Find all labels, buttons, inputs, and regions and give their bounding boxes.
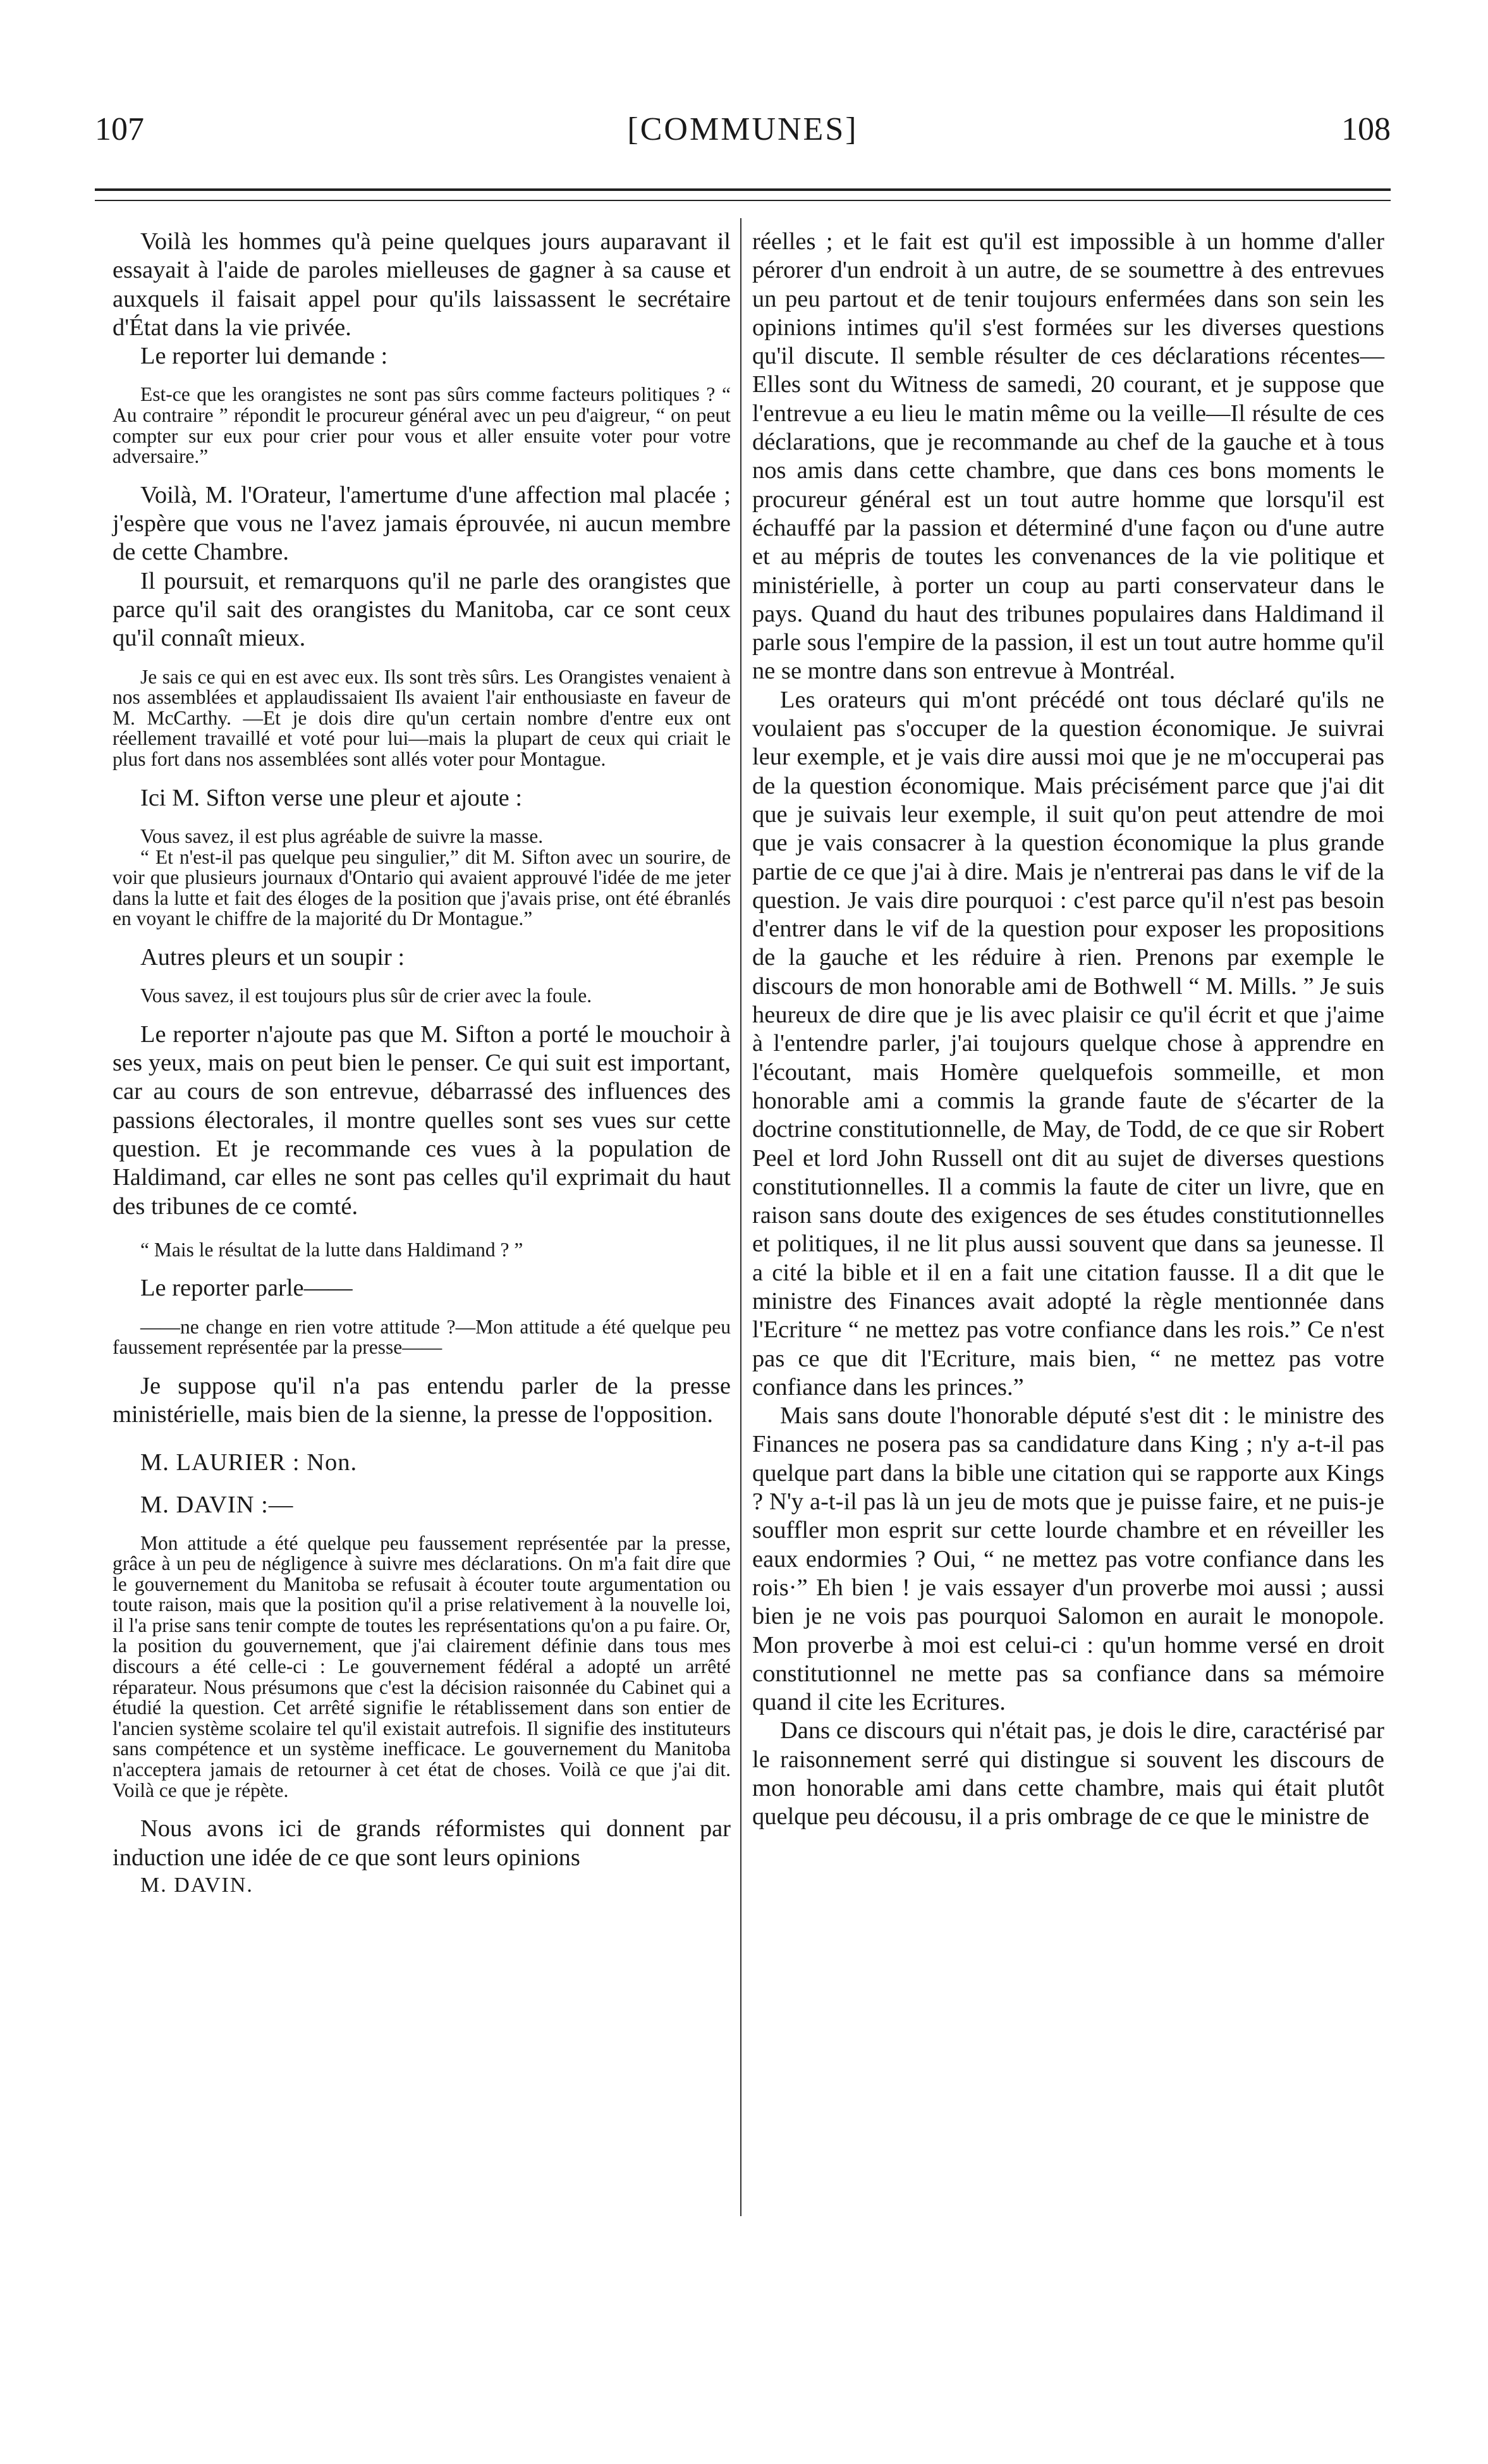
- paragraph: Les orateurs qui m'ont précédé ont tous déclaré qu'ils ne voulaient pas s'occuper de la question économique. Je suivrai leur exemple, et je vais dire aussi moi que je ne m'occuperai pas de la question économique. Mais précisément parce que j'ai dit que je suivais leur exemple, il suit qu'on peut attendre de moi que je vais consacrer à la question économique la plus grande partie de ce que j'ai à dire. Mais je n'entrerai pas dans le vif de la question. Je vais dire pourquoi : c'est parce qu'il n'est pas besoin d'entrer dans le vif de la question pour exposer les propositions de la gauche et les réduire à rien. Prenons par exemple le discours de mon honorable ami de Bothwell “ M. Mills. ” Je suis heureux de dire que je lis avec plaisir ce qu'il écrit et que j'aime à l'entendre parler, j'ai toujours quelque chose à apprendre en l'écoutant, mais Homère quelquefois sommeille, et mon honorable ami a commis la grande faute de s'écarter de la doctrine constitutionnelle, de May, de Todd, de ce que sir Robert Peel et lord John Russell ont dit au sujet de diverses questions constitutionnelles. Il a commis la faute de citer un livre, que en raison sans doute des exigences de ses études constitutionnelles et politiques, il ne lit plus aussi souvent que dans sa jeunesse. Il a cité la bible et il en a fait une citation fausse. Il a dit que le ministre des Finances avait adopté la règle mentionnée dans l'Ecriture “ ne mettez pas votre confiance dans les rois.” Ce n'est pas ce que dit l'Ecriture, mais bien, “ ne mettez pas votre confiance dans les princes.”: [752, 686, 1384, 1401]
- paragraph: Le reporter parle——: [140, 1275, 353, 1302]
- column-divider: [740, 218, 741, 2216]
- paragraph: Voilà les hommes qu'à peine quelques jours auparavant il essayait à l'aide de paroles mielleuses de gagner à sa cause et auxquels il faisait appel pour qu'ils laissassent le secrétaire d'État dans la vie privée.: [113, 228, 731, 341]
- quotation: Je sais ce qui en est avec eux. Ils sont très sûrs. Les Orangistes venaient à nos assemblées et applaudissaient Ils avaient l'air enthousiaste en faveur de M. McCarthy. —Et je dois dire qu'un certain nombre d'entre eux ont réellement travaillé et voté pour lui—mais la plupart de ceux qui criait le plus fort dans nos assemblées sont allés voter pour Montague.: [113, 665, 731, 771]
- speaker-line: M. LAURIER : Non.: [140, 1449, 358, 1476]
- quotation: Vous savez, il est plus agréable de suivre la masse.: [140, 824, 544, 847]
- paragraph: Le reporter n'ajoute pas que M. Sifton a porté le mouchoir à ses yeux, mais on peut bien le penser. Ce qui suit est important, car au cours de son entrevue, débarrassé des influences des passions électorales, il montre quelles sont ses vues sur cette question. Et je recommande ces vues à la population de Haldimand, car elles ne sont pas celles qu'il exprimait du haut des tribunes de ce comté.: [113, 1021, 731, 1220]
- page-title: [COMMUNES]: [627, 111, 858, 147]
- paragraph: réelles ; et le fait est qu'il est impossible à un homme d'aller pérorer d'un endroit à un autre, de se soumettre à des entrevues un peu partout et de tenir toujours enfermées dans son sein les opinions intimes qu'il s'est formées sur les diverses questions qu'il discute. Il semble résulter de ces déclarations récentes—Elles sont du Witness de samedi, 20 courant, et je suppose que l'entrevue a eu lieu le matin même ou la veille—Il résulte de ces déclarations, que je recommande au chef de la gauche et à tous nos amis dans cette chambre, que dans ces bons moments le procureur général est un tout autre homme que lorsqu'il est échauffé par la passion et déterminé d'une façon ou d'une autre et au mépris de toutes les convenances de la vie politique et ministérielle, à porter un coup au parti conservateur dans le pays. Quand du haut des tribunes populaires dans Haldimand il parle sous l'empire de la passion, il est un tout autre homme qu'il ne se montre dans son entrevue à Montréal.: [752, 228, 1384, 685]
- page-header: [95, 111, 1391, 155]
- signature: M. DAVIN.: [140, 1873, 253, 1897]
- quotation: Mon attitude a été quelque peu faussement représentée par la presse, grâce à un peu de négligence à suivre mes déclarations. On m'a fait dire que le gouvernement du Manitoba se refusait à écouter toute argumentation ou toute raison, mais que la position qu'il a prise relativement à la nouvelle loi, il l'a prise sans tenir compte de toutes les représentations qu'on a pu faire. Or, la position du gouvernement, que j'ai clairement définie dans tous mes discours a été celle-ci : Le gouvernement fédéral a adopté un arrêté réparateur. Nous présumons que c'est la décision raisonnée du Cabinet qui a étudié la question. Cet arrêté signifie le rétablissement dans son entier de l'ancien système scolaire tel qu'il existait autrefois. Il signifie des instituteurs sans compétence et un système inefficace. Le gouvernement du Manitoba n'acceptera jamais de retourner à cet état de choses. Voilà ce que j'ai dit. Voilà ce que je répète.: [113, 1531, 731, 1801]
- paragraph: Je suppose qu'il n'a pas entendu parler de la presse ministérielle, mais bien de la sienne, la presse de l'opposition.: [113, 1372, 731, 1428]
- header-rule-thick: [95, 188, 1391, 191]
- speaker-line: M. DAVIN :—: [140, 1491, 294, 1518]
- paragraph: Ici M. Sifton verse une pleur et ajoute :: [140, 784, 523, 811]
- quotation: Vous savez, il est toujours plus sûr de crier avec la foule.: [140, 984, 592, 1007]
- page-number-left: 107: [95, 111, 144, 147]
- paragraph: Il poursuit, et remarquons qu'il ne parle des orangistes que parce qu'il sait des orangistes du Manitoba, car ce sont ceux qu'il connaît mieux.: [113, 567, 731, 652]
- left-column: [113, 228, 731, 1899]
- quotation: “ Mais le résultat de la lutte dans Haldimand ? ”: [140, 1238, 523, 1261]
- quotation: Est-ce que les orangistes ne sont pas sûrs comme facteurs politiques ? “ Au contraire ” répondit le procureur général avec un peu d'aigreur, “ on peut compter sur eux pour crier pour vous et aller ensuite voter pour votre adversaire.”: [113, 383, 731, 468]
- paragraph: Dans ce discours qui n'était pas, je dois le dire, caractérisé par le raisonnement serré qui distingue si souvent les discours de mon honorable ami dans cette chambre, mais qui était plutôt quelque peu décousu, il a pris ombrage de ce que le ministre de: [752, 1717, 1384, 1830]
- paragraph: Autres pleurs et un soupir :: [140, 943, 405, 971]
- paragraph: Le reporter lui demande :: [140, 343, 388, 370]
- paragraph: Nous avons ici de grands réformistes qui donnent par induction une idée de ce que sont leurs opinions: [113, 1815, 731, 1871]
- header-rule-thin: [95, 200, 1391, 201]
- quotation: “ Et n'est-il pas quelque peu singulier,” dit M. Sifton avec un sourire, de voir que plusieurs journaux d'Ontario qui avaient approuvé l'idée de me jeter dans la lutte et fait des éloges de la position que j'avais prise, ont été ébranlés en voyant le chiffre de la majorité du Dr Montague.”: [113, 845, 731, 930]
- paragraph: Voilà, M. l'Orateur, l'amertume d'une affection mal placée ; j'espère que vous ne l'avez jamais éprouvée, ni aucun membre de cette Chambre.: [113, 481, 731, 566]
- right-column: [752, 228, 1384, 1832]
- page-number-right: 108: [1341, 111, 1391, 147]
- quotation: ——ne change en rien votre attitude ?—Mon attitude a été quelque peu faussement représentée par la presse——: [113, 1315, 731, 1359]
- paragraph: Mais sans doute l'honorable député s'est dit : le ministre des Finances ne posera pas sa candidature dans King ; n'y a-t-il pas quelque part dans la bible une citation qui se rapporte aux Kings ? N'y a-t-il pas là un jeu de mots que je puisse faire, et ne puis-je souffler mon esprit sur cette lourde chambre et en réveiller les eaux endormies ? Oui, “ ne mettez pas votre confiance dans les rois·” Eh bien ! je vais essayer d'un proverbe moi aussi ; aussi bien je ne vois pas pourquoi Salomon en aurait le monopole. Mon proverbe à moi est celui-ci : qu'un homme versé en droit constitutionnel ne mette pas sa confiance dans sa mémoire quand il cite les Ecritures.: [752, 1402, 1384, 1716]
